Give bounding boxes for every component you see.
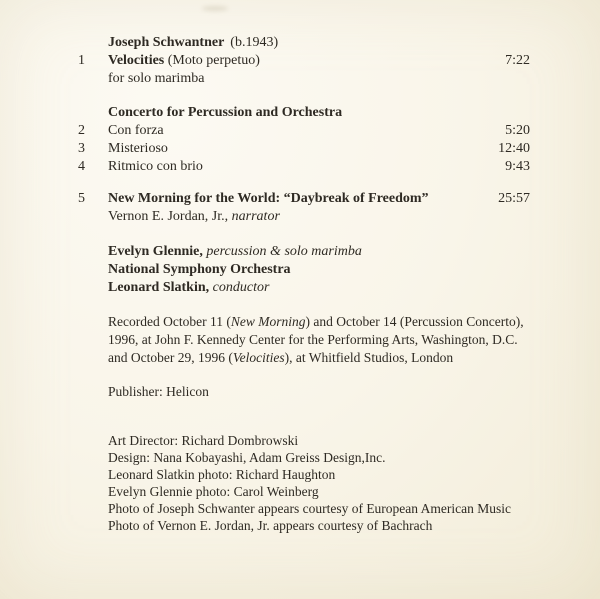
spacer bbox=[78, 401, 530, 432]
track-row bbox=[78, 158, 530, 176]
performer-name: Evelyn Glennie, bbox=[108, 244, 207, 259]
composer-heading bbox=[108, 34, 478, 52]
credit-line: Evelyn Glennie photo: Carol Weinberg bbox=[108, 484, 319, 499]
track-title: Ritmico con brio bbox=[108, 159, 203, 174]
track-time: 25:57 bbox=[498, 191, 530, 206]
composer-line bbox=[78, 34, 530, 52]
track-time: 9:43 bbox=[505, 159, 530, 174]
credit-line: Design: Nana Kobayashi, Adam Greiss Design,Inc. bbox=[108, 450, 386, 465]
track-row bbox=[78, 122, 530, 140]
note-text: Recorded October 11 ( bbox=[108, 314, 231, 329]
performer-role: conductor bbox=[212, 280, 270, 295]
spacer bbox=[78, 297, 530, 313]
spacer bbox=[78, 176, 530, 190]
note-text: ), at Whitfield Studios, London bbox=[284, 350, 454, 365]
scan-smudge bbox=[202, 6, 228, 11]
narrator-name: Vernon E. Jordan, Jr., bbox=[108, 209, 232, 224]
track-title bbox=[108, 52, 478, 70]
track-time: 5:20 bbox=[505, 123, 530, 138]
performer-line bbox=[78, 261, 530, 279]
track-number: 1 bbox=[78, 53, 85, 68]
track-number: 4 bbox=[78, 159, 85, 174]
work-heading: Concerto for Percussion and Orchestra bbox=[108, 105, 343, 120]
publisher-line: Publisher: Helicon bbox=[108, 384, 209, 399]
narrator-role: narrator bbox=[231, 209, 280, 224]
credit-line: Art Director: Richard Dombrowski bbox=[108, 433, 299, 448]
performer-line bbox=[78, 279, 530, 297]
recording-note bbox=[78, 313, 530, 367]
credit-line: Leonard Slatkin photo: Richard Haughton bbox=[108, 467, 336, 482]
performer-role: percussion & solo marimba bbox=[206, 244, 362, 259]
performer-line bbox=[78, 243, 530, 261]
track-title-note: (Moto perpetuo) bbox=[164, 53, 260, 68]
track-number: 2 bbox=[78, 123, 85, 138]
credit-line: Photo of Joseph Schwanter appears courtesy of European American Music bbox=[108, 501, 512, 516]
recording-note-line: 1996, at John F. Kennedy Center for the Performing Arts, Washington, D.C. bbox=[108, 332, 518, 347]
recording-note-line bbox=[108, 313, 530, 331]
track-title-main: Velocities bbox=[108, 53, 165, 68]
note-text: and October 29, 1996 ( bbox=[108, 350, 233, 365]
performer-name: Leonard Slatkin, bbox=[108, 280, 213, 295]
track-title: Misterioso bbox=[108, 141, 168, 156]
track-row bbox=[78, 190, 530, 208]
recording-note-line bbox=[108, 349, 530, 367]
track-row bbox=[78, 52, 530, 70]
track-subtitle: for solo marimba bbox=[108, 71, 205, 86]
track-time: 12:40 bbox=[498, 141, 530, 156]
work-title-italic: Velocities bbox=[232, 350, 285, 365]
spacer bbox=[78, 226, 530, 243]
track-number: 5 bbox=[78, 191, 85, 206]
track-number: 3 bbox=[78, 141, 85, 156]
track-title: New Morning for the World: “Daybreak of Freedom” bbox=[108, 191, 429, 206]
track-time: 7:22 bbox=[505, 53, 530, 68]
credits-block bbox=[78, 432, 530, 534]
note-text: ) and October 14 (Percussion Concerto), bbox=[305, 314, 524, 329]
composer-name: Joseph Schwantner bbox=[108, 35, 225, 50]
spacer bbox=[78, 88, 530, 104]
track-title: Con forza bbox=[108, 123, 164, 138]
performer-name: National Symphony Orchestra bbox=[108, 262, 291, 277]
composer-dates: (b.1943) bbox=[230, 35, 279, 50]
track-row bbox=[78, 140, 530, 158]
track-narrator-line bbox=[78, 208, 530, 226]
spacer bbox=[78, 367, 530, 383]
work-title-italic: New Morning bbox=[230, 314, 306, 329]
credit-line: Photo of Vernon E. Jordan, Jr. appears courtesy of Bachrach bbox=[108, 518, 433, 533]
